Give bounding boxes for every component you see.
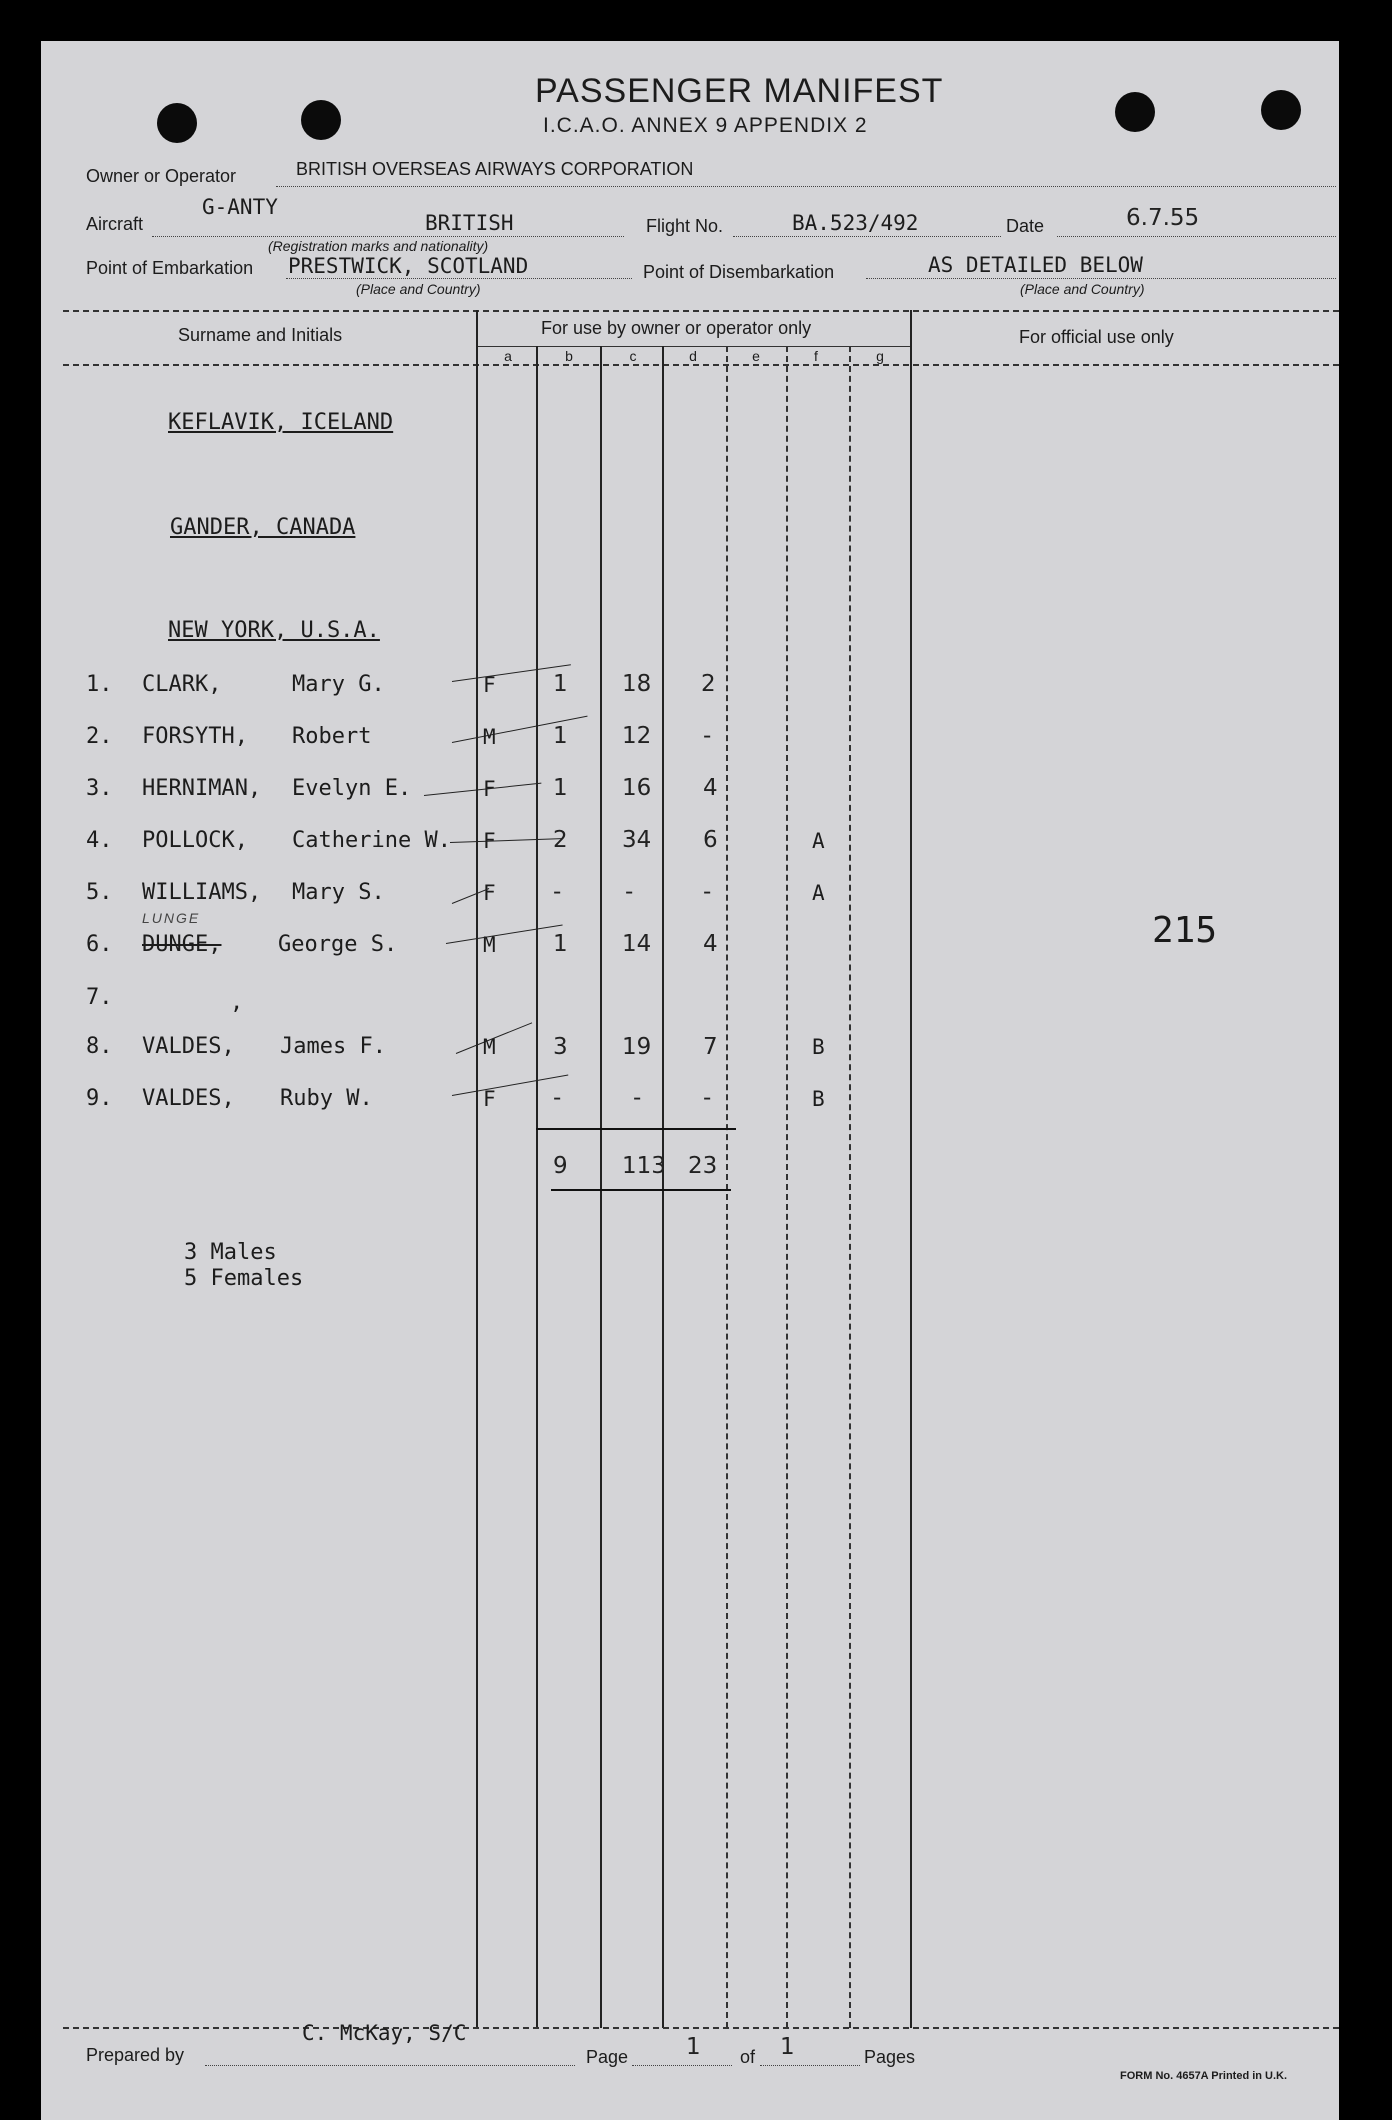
disembark-note: (Place and Country) (1020, 281, 1145, 297)
row-number: 2. (86, 724, 113, 749)
row-number: 4. (86, 828, 113, 853)
row-number: 1. (86, 672, 113, 697)
subcol-header-rule (477, 346, 910, 347)
subcol-c: c (629, 348, 637, 364)
embark-line (286, 278, 632, 279)
destination-gander: GANDER, CANADA (170, 515, 356, 540)
total-b: 9 (553, 1153, 568, 1179)
cell-c: 12 (622, 723, 652, 749)
surname: VALDES, (142, 1034, 235, 1059)
punch-hole-icon (1261, 90, 1301, 130)
footer-rule (63, 2027, 1339, 2029)
cell-a: F (483, 673, 496, 697)
punch-hole-icon (1115, 92, 1155, 132)
cell-a: M (483, 725, 496, 749)
col-header-name: Surname and Initials (178, 325, 343, 345)
cell-b: 1 (553, 931, 568, 957)
given-names: Ruby W. (280, 1086, 373, 1111)
aircraft-value: G-ANTY (202, 195, 278, 219)
column-divider (662, 346, 664, 2028)
surname: WILLIAMS, (142, 880, 262, 905)
disembark-label: Point of Disembarkation (643, 262, 835, 282)
subcol-b: b (565, 348, 573, 364)
summary-males: 3 Males (184, 1240, 277, 1265)
row-number: 8. (86, 1034, 113, 1059)
disembark-line (866, 278, 1336, 279)
subcol-a: a (504, 348, 512, 364)
subcol-e: e (752, 348, 760, 364)
flight-label: Flight No. (646, 216, 724, 236)
prepared-label: Prepared by (86, 2045, 185, 2065)
totals-top-rule (536, 1128, 736, 1130)
given-names: Robert (292, 724, 372, 749)
page-label: Page (586, 2047, 629, 2067)
table-header-rule (63, 364, 1339, 366)
given-names: Mary G. (292, 672, 385, 697)
totals-bottom-rule (551, 1189, 731, 1191)
row-number: 9. (86, 1086, 113, 1111)
cell-f: A (812, 829, 825, 853)
owner-line (276, 186, 1336, 187)
cell-f: A (812, 881, 825, 905)
of-value: 1 (780, 2034, 795, 2060)
cell-d: 2 (701, 671, 716, 697)
column-divider (849, 346, 851, 2028)
given-names: Evelyn E. (292, 776, 412, 801)
cell-d: - (703, 879, 712, 905)
given-names: , (230, 990, 244, 1015)
cell-b: 1 (553, 671, 568, 697)
cell-d: 7 (703, 1034, 718, 1060)
registration-note: (Registration marks and nationality) (268, 238, 489, 254)
cell-a: F (483, 777, 496, 801)
column-divider (786, 346, 788, 2028)
official-number: 215 (1152, 910, 1218, 951)
row-number: 6. (86, 932, 113, 957)
page-title: PASSENGER MANIFEST (535, 72, 944, 110)
flight-value: BA.523/492 (792, 211, 919, 235)
embark-label: Point of Embarkation (86, 258, 254, 278)
of-line (760, 2065, 860, 2066)
total-d: 23 (688, 1153, 718, 1179)
cell-a: M (483, 933, 496, 957)
given-names: James F. (280, 1034, 386, 1059)
page-subtitle: I.C.A.O. ANNEX 9 APPENDIX 2 (543, 114, 868, 137)
column-divider (600, 346, 602, 2028)
date-value: 6.7.55 (1126, 205, 1200, 231)
cell-b: 1 (553, 723, 568, 749)
table-top-rule (63, 310, 1339, 312)
form-number: FORM No. 4657A Printed in U.K. (1120, 2070, 1288, 2082)
embark-value: PRESTWICK, SCOTLAND (288, 254, 529, 278)
cell-c: 18 (622, 671, 652, 697)
owner-label: Owner or Operator (86, 166, 237, 186)
col-header-owner: For use by owner or operator only (541, 318, 812, 338)
punch-hole-icon (157, 103, 197, 143)
aircraft-label: Aircraft (86, 214, 144, 234)
surname-correction: LUNGE (142, 910, 201, 926)
summary-females: 5 Females (184, 1266, 304, 1291)
prepared-value: C. McKay, S/C (302, 2021, 467, 2045)
row-number: 5. (86, 880, 113, 905)
nationality-value: BRITISH (425, 211, 514, 235)
owner-value: BRITISH OVERSEAS AIRWAYS CORPORATION (296, 159, 694, 179)
cell-d: 4 (703, 775, 718, 801)
cell-a: F (483, 829, 496, 853)
subcol-d: d (689, 348, 697, 364)
destination-keflavik: KEFLAVIK, ICELAND (168, 410, 394, 435)
page-value: 1 (686, 2034, 701, 2060)
cell-a: M (483, 1035, 496, 1059)
cell-b: - (553, 879, 562, 905)
column-divider (910, 310, 912, 2028)
surname: POLLOCK, (142, 828, 248, 853)
destination-newyork: NEW YORK, U.S.A. (168, 618, 380, 643)
cell-c: 14 (622, 931, 652, 957)
date-line (1057, 236, 1336, 237)
cell-d: 4 (703, 931, 718, 957)
col-header-official: For official use only (1019, 327, 1174, 347)
cell-d: - (703, 723, 712, 749)
cell-c: 34 (622, 827, 652, 853)
surname: CLARK, (142, 672, 222, 697)
row-number: 3. (86, 776, 113, 801)
pages-label: Pages (864, 2047, 916, 2067)
page-line (632, 2065, 732, 2066)
cell-a: F (483, 881, 496, 905)
punch-hole-icon (301, 100, 341, 140)
surname: FORSYTH, (142, 724, 248, 749)
flight-line (733, 236, 1001, 237)
aircraft-line (152, 236, 624, 237)
surname: VALDES, (142, 1086, 235, 1111)
date-label: Date (1006, 216, 1045, 236)
cell-c: - (633, 1085, 642, 1111)
cell-d: 6 (703, 827, 718, 853)
cell-b: 1 (553, 775, 568, 801)
cell-b: 3 (553, 1034, 568, 1060)
cell-b: 2 (553, 827, 568, 853)
disembark-value: AS DETAILED BELOW (928, 253, 1143, 277)
column-divider (476, 310, 478, 2028)
surname: HERNIMAN, (142, 776, 262, 801)
of-label: of (740, 2047, 756, 2067)
cell-c: 19 (622, 1034, 652, 1060)
cell-c: 16 (622, 775, 652, 801)
total-c: 113 (622, 1153, 666, 1179)
prepared-line (205, 2065, 575, 2066)
given-names: George S. (278, 932, 398, 957)
column-divider (726, 346, 728, 2028)
given-names: Mary S. (292, 880, 385, 905)
subcol-f: f (814, 348, 818, 364)
embark-note: (Place and Country) (356, 281, 481, 297)
surname: DUNGE, (142, 932, 222, 957)
cell-b: - (553, 1085, 562, 1111)
row-number: 7. (86, 985, 113, 1010)
cell-c: - (625, 879, 634, 905)
cell-a: F (483, 1087, 496, 1111)
subcol-g: g (876, 348, 884, 364)
column-divider (536, 346, 538, 2028)
given-names: Catherine W. (292, 828, 451, 853)
cell-d: - (703, 1085, 712, 1111)
cell-f: B (812, 1035, 825, 1059)
cell-f: B (812, 1087, 825, 1111)
